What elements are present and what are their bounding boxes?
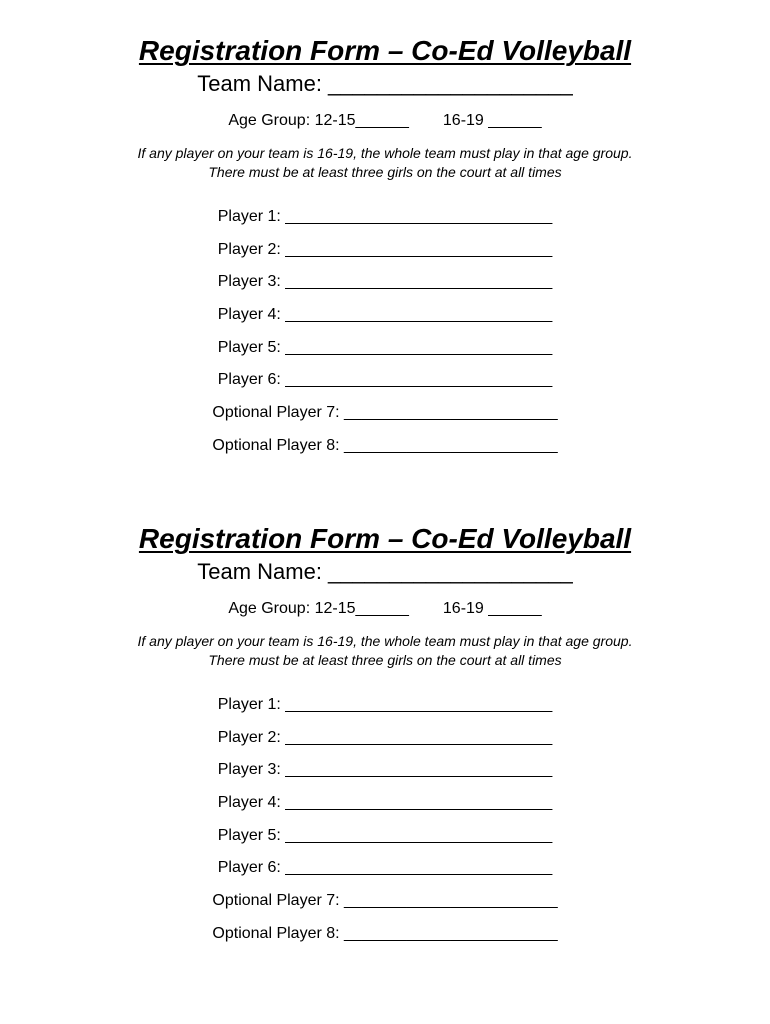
player-line-3: Player 3: ______________________________ [217,761,553,779]
age-group-12-15: Age Group: 12-15______ [228,600,409,617]
age-group-16-19: 16-19 ______ [442,112,542,129]
notice-line-2: There must be at least three girls on the court at all times [208,164,562,180]
notice-line-1: If any player on your team is 16-19, the whole team must play in that age group. [137,145,633,161]
player-line-2: Player 2: ______________________________ [217,728,553,746]
player-line-5: Player 5: ______________________________ [217,826,553,844]
player-line-4: Player 4: ______________________________ [217,794,553,812]
player-line-1: Player 1: ______________________________ [217,208,553,225]
player-line-4: Player 4: ______________________________ [217,306,553,324]
player-line-1: Player 1: ______________________________ [217,696,553,713]
player-line-2: Player 2: ______________________________ [217,240,553,258]
age-group-16-19: 16-19 ______ [442,600,542,617]
player-list [0,695,770,957]
player-line-5: Player 5: ______________________________ [217,338,553,356]
registration-form-1 [0,34,770,469]
registration-form-2 [0,522,770,957]
form-title: Registration Form – Co-Ed Volleyball [138,523,632,554]
player-line-8: Optional Player 8: ________________________ [212,924,558,942]
notice-line-2: There must be at least three girls on the court at all times [208,652,562,668]
player-line-7: Optional Player 7: ________________________ [212,404,558,422]
player-line-8: Optional Player 8: ________________________ [212,436,558,454]
rules-notice [0,632,770,670]
age-group-12-15: Age Group: 12-15______ [228,112,409,129]
form-title: Registration Form – Co-Ed Volleyball [138,35,632,66]
age-group-row [0,111,770,131]
player-line-6: Player 6: ______________________________ [217,859,553,877]
player-list [0,207,770,469]
notice-line-1: If any player on your team is 16-19, the whole team must play in that age group. [137,633,633,649]
player-line-7: Optional Player 7: ________________________ [212,892,558,910]
player-line-6: Player 6: ______________________________ [217,371,553,389]
rules-notice [0,144,770,182]
team-name-field: Team Name: ____________________ [197,71,573,96]
age-group-row [0,599,770,619]
player-line-3: Player 3: ______________________________ [217,273,553,291]
team-name-field: Team Name: ____________________ [197,559,573,584]
